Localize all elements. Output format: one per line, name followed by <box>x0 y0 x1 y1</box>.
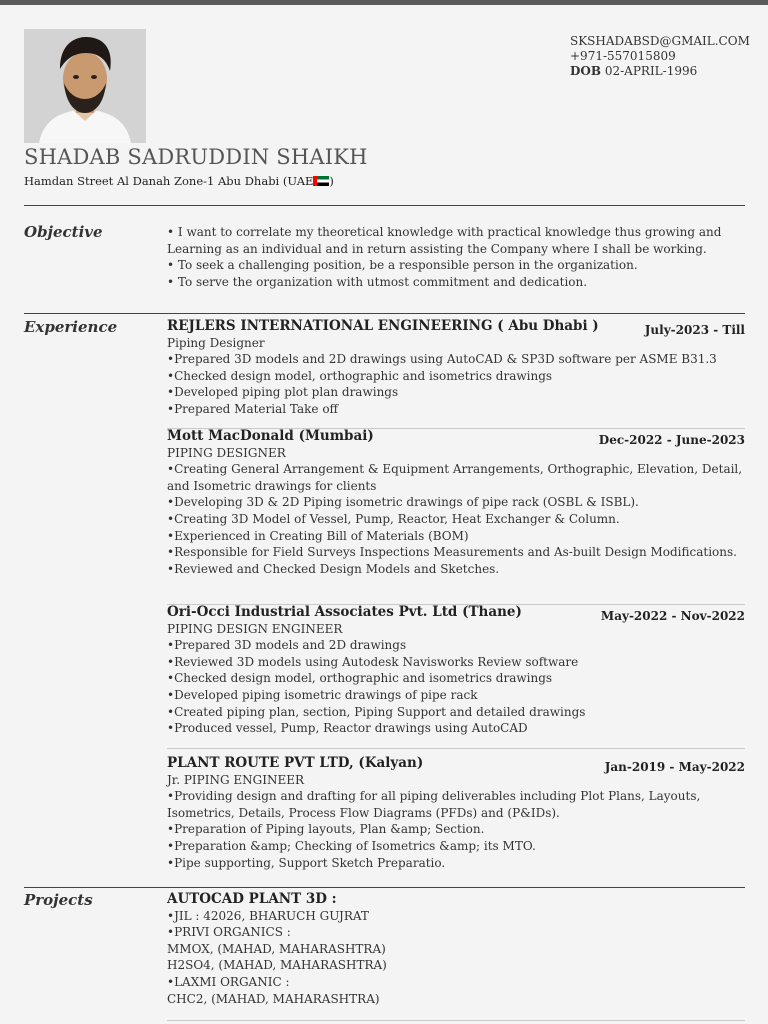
project-line: •LAXMI ORGANIC : <box>167 974 290 989</box>
job-point: •Prepared 3D models and 2D drawings <box>167 638 407 653</box>
email[interactable]: SKSHADABSD@GMAIL.COM <box>570 34 750 48</box>
projects-block <box>167 891 745 1007</box>
entry-divider <box>167 748 745 749</box>
full-name: SHADAB SADRUDDIN SHAIKH <box>24 145 368 169</box>
job-dates: Dec-2022 - June-2023 <box>598 433 745 447</box>
project-line: H2SO4, (MAHAD, MAHARASHTRA) <box>167 958 387 973</box>
job-point: •Creating 3D Model of Vessel, Pump, Reactor, Heat Exchanger & Column. <box>167 511 620 526</box>
job-point: •Checked design model, orthographic and isometrics drawings <box>167 368 553 383</box>
job-point: •Providing design and drafting for all piping deliverables including Plot Plans, Layouts, Isometrics, Details, Process Flow Diagrams (PFDs) and (P&IDs). <box>167 789 701 820</box>
company-name: REJLERS INTERNATIONAL ENGINEERING ( Abu Dhabi ) <box>167 318 599 334</box>
company-name: Mott MacDonald (Mumbai) <box>167 428 374 444</box>
experience-entry <box>167 428 745 577</box>
job-point: •Creating General Arrangement & Equipment Arrangements, Orthographic, Elevation, Detail, and Isometric drawings for clients <box>167 462 743 493</box>
job-point: •Developing 3D & 2D Piping isometric drawings of pipe rack (OSBL & ISBL). <box>167 495 639 510</box>
job-point: •Created piping plan, section, Piping Support and detailed drawings <box>167 704 586 719</box>
job-point: •Responsible for Field Surveys Inspections Measurements and As-built Design Modifications. <box>167 545 737 560</box>
job-dates: May-2022 - Nov-2022 <box>600 609 745 623</box>
experience-entry <box>167 318 745 418</box>
company-name: PLANT ROUTE PVT LTD, (Kalyan) <box>167 755 424 771</box>
address-close: ) <box>329 174 334 188</box>
section-title-experience: Experience <box>24 318 118 336</box>
objective-line: • I want to correlate my theoretical knowledge with practical knowledge thus growing and Learning as an individual and in return assisting the Company where I shall be working. <box>167 225 722 256</box>
phone[interactable]: +971-557015809 <box>570 49 676 63</box>
address-text: Hamdan Street Al Danah Zone-1 Abu Dhabi (UAE <box>24 174 314 188</box>
job-point: •Preparation of Piping layouts, Plan &amp; Section. <box>167 822 485 837</box>
job-role: Piping Designer <box>167 335 265 350</box>
divider <box>24 313 745 314</box>
profile-photo <box>24 29 146 143</box>
job-role: Jr. PIPING ENGINEER <box>167 772 305 787</box>
job-dates: Jan-2019 - May-2022 <box>604 760 745 774</box>
job-point: •Preparation &amp; Checking of Isometrics &amp; its MTO. <box>167 838 536 853</box>
objective-text <box>167 224 745 290</box>
dob-line <box>570 64 745 79</box>
job-point: •Developed piping plot plan drawings <box>167 385 399 400</box>
job-role: PIPING DESIGNER <box>167 445 286 460</box>
experience-entry <box>167 755 745 871</box>
project-line: MMOX, (MAHAD, MAHARASHTRA) <box>167 941 386 956</box>
job-dates: July-2023 - Till <box>644 323 745 337</box>
contact-info <box>570 34 750 79</box>
experience-entry <box>167 604 745 737</box>
dob-label: DOB <box>570 64 602 78</box>
job-point: •Reviewed and Checked Design Models and Sketches. <box>167 561 500 576</box>
entry-divider <box>167 1020 745 1021</box>
objective-line: • To serve the organization with utmost commitment and dedication. <box>167 274 588 289</box>
job-role: PIPING DESIGN ENGINEER <box>167 621 343 636</box>
top-bar <box>0 0 768 5</box>
job-point: •Developed piping isometric drawings of pipe rack <box>167 687 478 702</box>
job-point: •Produced vessel, Pump, Reactor drawings using AutoCAD <box>167 721 528 736</box>
section-title-objective: Objective <box>24 223 103 241</box>
job-point: •Prepared 3D models and 2D drawings using AutoCAD & SP3D software per ASME B31.3 <box>167 352 717 367</box>
divider <box>24 205 745 206</box>
objective-line: • To seek a challenging position, be a responsible person in the organization. <box>167 258 638 273</box>
divider <box>24 887 745 888</box>
dob-value: 02-APRIL-1996 <box>604 64 698 78</box>
job-point: •Prepared Material Take off <box>167 401 339 416</box>
job-point: •Reviewed 3D models using Autodesk Navisworks Review software <box>167 654 579 669</box>
uae-flag-icon <box>313 176 329 186</box>
project-line: CHC2, (MAHAD, MAHARASHTRA) <box>167 991 380 1006</box>
project-line: •PRIVI ORGANICS : <box>167 925 291 940</box>
job-point: •Experienced in Creating Bill of Materials (BOM) <box>167 528 469 543</box>
project-line: •JIL : 42026, BHARUCH GUJRAT <box>167 908 369 923</box>
company-name: Ori-Occi Industrial Associates Pvt. Ltd (Thane) <box>167 604 522 620</box>
job-point: •Pipe supporting, Support Sketch Preparatio. <box>167 855 446 870</box>
section-title-projects: Projects <box>24 891 93 909</box>
project-title: AUTOCAD PLANT 3D : <box>167 891 337 907</box>
address <box>24 174 334 188</box>
job-point: •Checked design model, orthographic and isometrics drawings <box>167 671 553 686</box>
